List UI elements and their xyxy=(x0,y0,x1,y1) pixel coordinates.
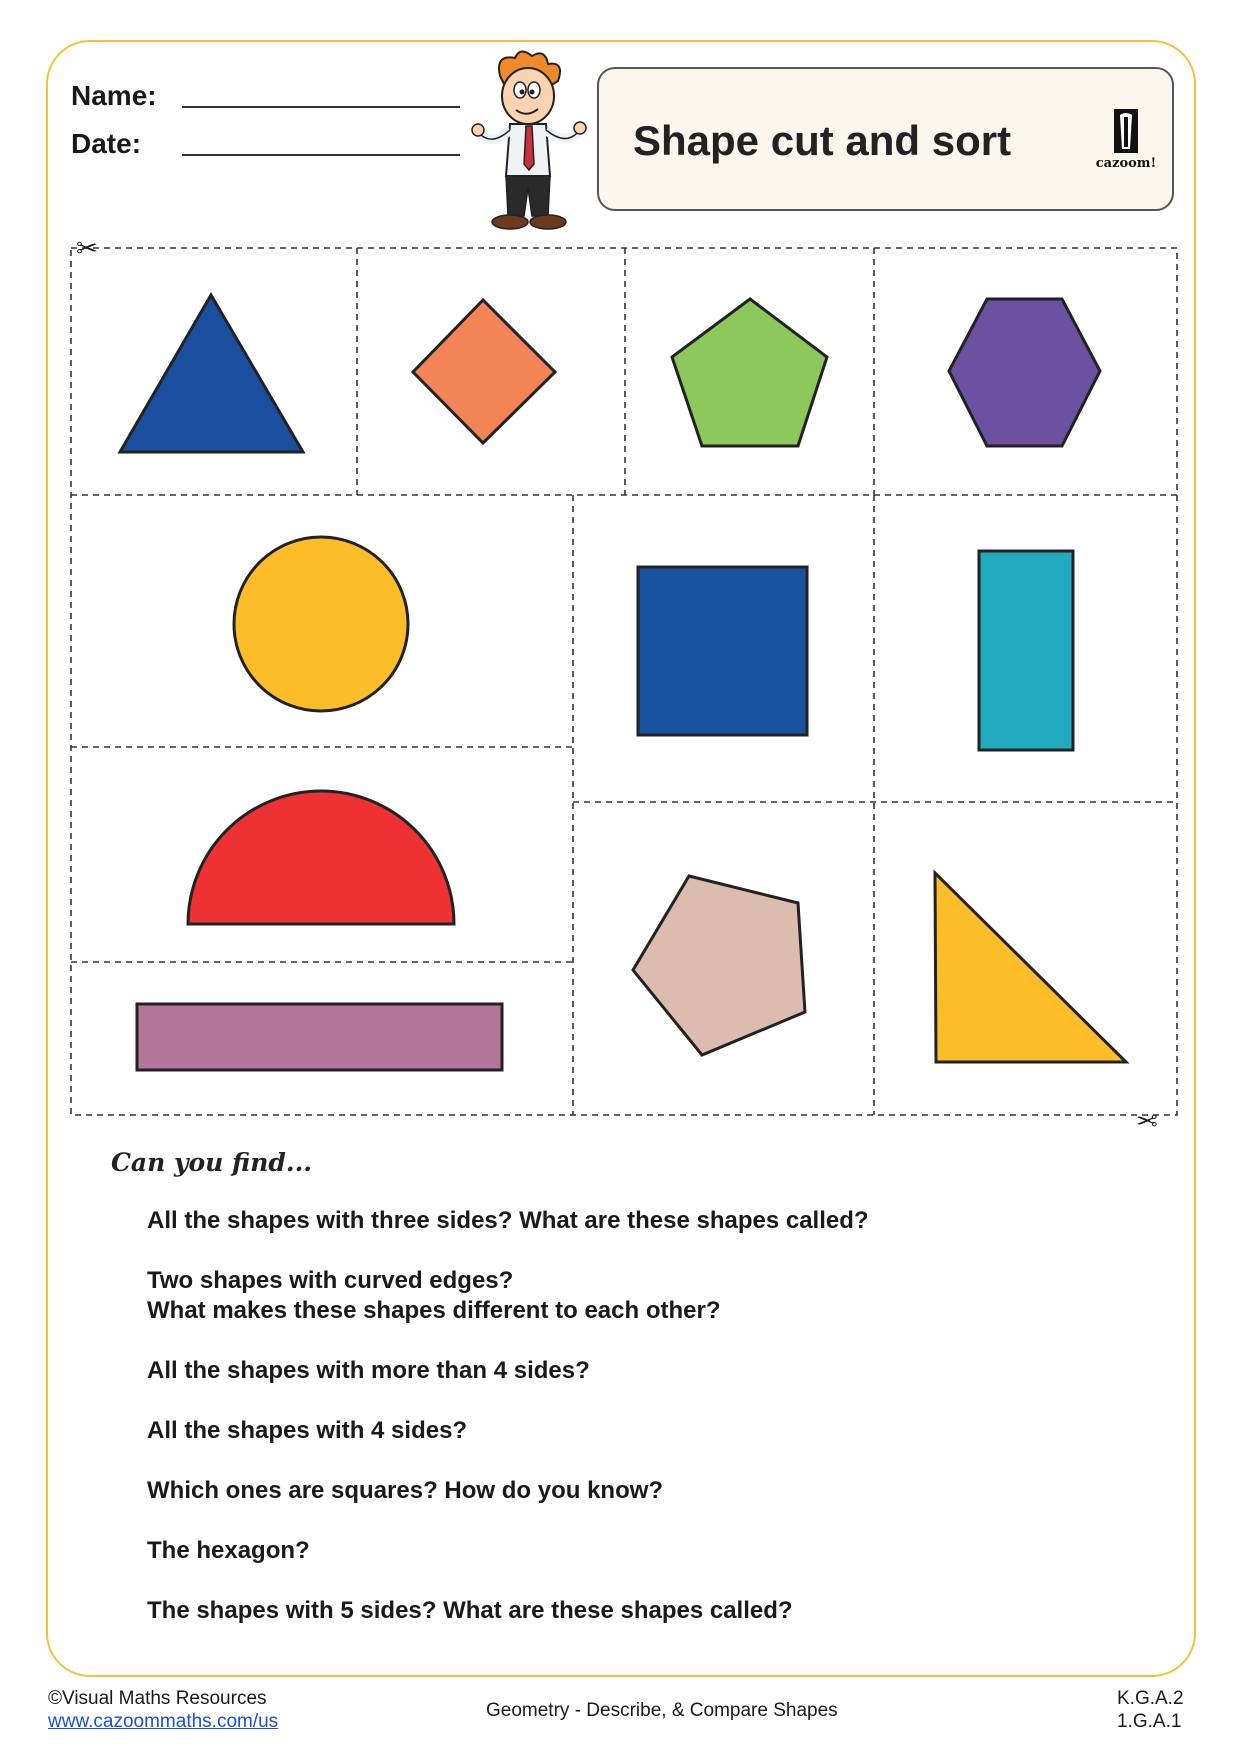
scissors-icon: ✂ xyxy=(1136,1106,1158,1136)
question-item: All the shapes with three sides? What are these shapes called? xyxy=(147,1207,869,1234)
date-field[interactable] xyxy=(182,154,460,156)
worksheet-title: Shape cut and sort xyxy=(633,117,1012,164)
name-field[interactable] xyxy=(182,106,460,108)
pentagon-shape[interactable] xyxy=(672,299,827,446)
topic-text: Geometry - Describe, & Compare Shapes xyxy=(486,1700,838,1721)
logo-text: cazoom! xyxy=(1095,156,1157,171)
circle-shape[interactable] xyxy=(234,537,408,711)
question-item: The shapes with 5 sides? What are these shapes called? xyxy=(147,1597,793,1624)
standard-code: K.G.A.2 xyxy=(1117,1688,1184,1709)
date-label: Date: xyxy=(71,128,142,159)
irregular-pentagon-shape[interactable] xyxy=(633,876,805,1055)
question-item: All the shapes with 4 sides? xyxy=(147,1417,468,1444)
right-triangle-shape[interactable] xyxy=(935,873,1126,1062)
name-label: Name: xyxy=(71,80,157,111)
cazoom-logo xyxy=(1094,107,1158,171)
rectangle-wide-shape[interactable] xyxy=(137,1004,502,1070)
rectangle-tall-shape[interactable] xyxy=(979,551,1073,750)
square-shape[interactable] xyxy=(638,567,807,735)
title-box xyxy=(597,67,1174,211)
shape-cut-sheet xyxy=(70,247,1180,1117)
website-link[interactable]: www.cazoommaths.com/us xyxy=(48,1711,279,1732)
question-item: All the shapes with more than 4 sides? xyxy=(147,1357,590,1384)
questions-heading: Can you find... xyxy=(111,1148,313,1177)
standard-code: 1.G.A.1 xyxy=(1117,1711,1182,1732)
question-item: The hexagon? xyxy=(147,1537,310,1564)
triangle-shape[interactable] xyxy=(120,295,303,452)
hexagon-shape[interactable] xyxy=(949,299,1100,446)
semicircle-shape[interactable] xyxy=(188,791,454,924)
diamond-shape[interactable] xyxy=(413,300,555,443)
scissors-icon: ✂ xyxy=(76,233,98,263)
question-item: What makes these shapes different to each other? xyxy=(147,1297,721,1324)
cazoom-logo-icon xyxy=(1094,107,1158,157)
cartoon-teacher-icon xyxy=(470,46,590,232)
question-item: Two shapes with curved edges? xyxy=(147,1267,514,1294)
copyright-text: ©Visual Maths Resources xyxy=(48,1688,267,1709)
question-item: Which ones are squares? How do you know? xyxy=(147,1477,664,1504)
